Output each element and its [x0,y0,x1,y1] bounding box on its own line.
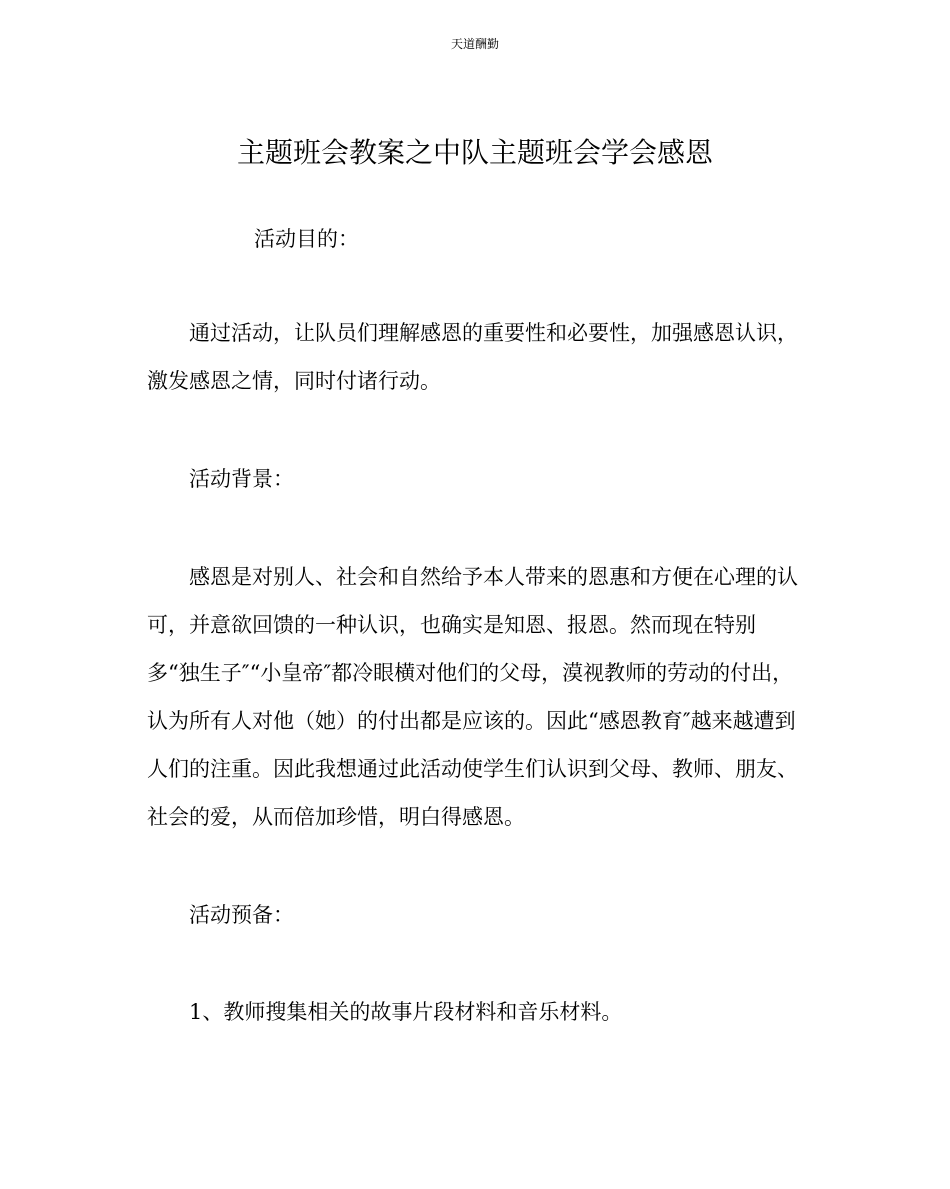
page-header: 天道酬勤 [450,37,499,51]
objective-heading: 活动目的： [254,227,359,251]
objective-text: 通过活动，让队员们理解感恩的重要性和必要性，加强感恩认识，激发感恩之情，同时付诸行动。 [147,321,798,393]
background-paragraph [147,553,807,841]
background-heading: 活动背景： [189,467,294,491]
preparation-heading: 活动预备： [189,903,294,927]
preparation-item-1: 1、教师搜集相关的故事片段材料和音乐材料。 [189,1000,623,1024]
preparation-section [147,891,807,939]
background-text: 感恩是对别人、社会和自然给予本人带来的恩惠和方便在心理的认可，并意欲回馈的一种认识，也确实是知恩、报恩。然而现在特别多“独生子″“小皇帝″都冷眼横对他们的父母，漠视教师的劳动的付出，认为所有人对他（她）的付出都是应该的。因此“感恩教育″越来越遭到人们的注重。因此我想通过此活动使学生们认识到父母、教师、朋友、社会的爱，从而倍加珍惜，明白得感恩。 [147,565,798,829]
document-title: 主题班会教案之中队主题班会学会感恩 [236,136,713,169]
objective-paragraph [147,309,807,405]
background-section [147,455,807,503]
preparation-list [147,988,807,1036]
